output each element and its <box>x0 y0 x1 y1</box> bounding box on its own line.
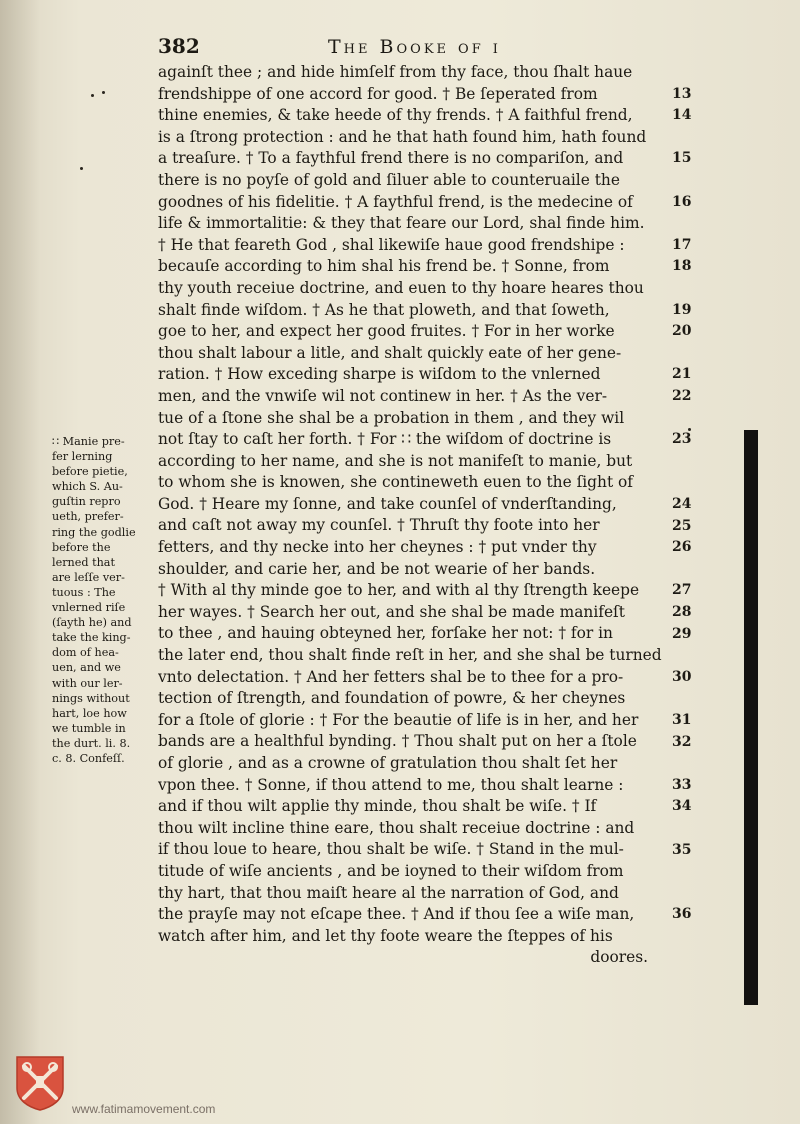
margin-note <box>52 434 156 766</box>
margin-note-line: with our ler- <box>52 676 123 690</box>
text-line: and if thou wilt applie thy minde, thou shalt be wiſe. † If <box>158 797 597 816</box>
margin-note-line: guſtin repro <box>52 495 121 509</box>
text-line: and caſt not away my counſel. † Thruſt thy foote into her <box>158 516 600 535</box>
papal-seal-logo <box>14 1054 66 1112</box>
text-line: ration. † How exceding sharpe is wiſdom to the vnlerned <box>158 365 601 384</box>
verse-number: 34 <box>672 798 692 815</box>
text-line: God. † Heare my ſonne, and take counſel of vnderſtanding, <box>158 494 617 513</box>
margin-note-line: (ſayth he) and <box>52 616 132 630</box>
text-line: tue of a ſtone she shal be a probation in them , and they wil <box>158 408 625 427</box>
text-line: not ſtay to caſt her forth. † For ∷ the wiſdom of doctrine is <box>158 430 612 449</box>
text-line: tection of ſtrength, and foundation of powre, & her cheynes <box>158 689 626 708</box>
text-line: goodnes of his fidelitie. † A faythful frend, is the medecine of <box>158 192 633 211</box>
text-line: if thou loue to heare, thou shalt be wiſe. † Stand in the mul- <box>158 840 624 859</box>
text-line: watch after him, and let thy foote weare the ſteppes of his <box>158 926 613 945</box>
margin-note-line: which S. Au- <box>52 480 123 494</box>
verse-number: 19 <box>672 301 692 318</box>
text-line: the later end, thou shalt finde reſt in her, and she shal be turned <box>158 646 662 665</box>
text-line: becauſe according to him shal his frend be. † Sonne, from <box>158 257 610 276</box>
text-line: her wayes. † Search her out, and she shal be made manifeſt <box>158 602 625 621</box>
text-line: the prayſe may not eſcape thee. † And if thou ſee a wiſe man, <box>158 905 635 924</box>
text-line: † With al thy minde goe to her, and with al thy ſtrength keepe <box>158 581 640 600</box>
ink-speck <box>102 91 105 94</box>
text-line: there is no poyſe of gold and ſiluer able to counteruaile the <box>158 170 620 189</box>
margin-note-line: hart, loe how <box>52 706 127 720</box>
margin-note-line: fer lerning <box>52 450 113 464</box>
margin-note-line: nings without <box>52 691 130 705</box>
text-line: thou shalt labour a litle, and shalt quickly eate of her gene- <box>158 343 622 362</box>
page-header <box>158 34 678 60</box>
verse-number: 30 <box>672 668 692 685</box>
verse-number: 35 <box>672 841 692 858</box>
text-line: vpon thee. † Sonne, if thou attend to me, thou shalt learne : <box>158 775 624 794</box>
verse-number: 18 <box>672 258 692 275</box>
verse-number: 21 <box>672 366 692 383</box>
body-text <box>158 62 668 969</box>
page-number: 382 <box>158 34 200 58</box>
margin-note-line: the durt. li. 8. <box>52 736 131 750</box>
page-gutter-shadow <box>0 0 40 1124</box>
ink-speck <box>80 167 83 170</box>
margin-note-line: we tumble in <box>52 721 126 735</box>
verse-number: 31 <box>672 712 692 728</box>
verse-number: 14 <box>672 107 692 124</box>
verse-number: 32 <box>672 733 692 750</box>
verse-number: 22 <box>672 388 692 404</box>
verse-number: 23 <box>672 431 692 448</box>
text-line: bands are a healthful bynding. † Thou shalt put on her a ſtole <box>158 732 637 751</box>
margin-note-line: vnlerned riſe <box>52 601 126 615</box>
margin-note-line: tuous : The <box>52 585 116 599</box>
text-line: thy youth receiue doctrine, and euen to thy hoare heares thou <box>158 278 644 297</box>
verse-number: 33 <box>672 776 692 793</box>
text-line: of glorie , and as a crowne of gratulation thou shalt ſet her <box>158 754 618 772</box>
text-line: a treaſure. † To a faythful frend there is no compariſon, and <box>158 149 624 168</box>
margin-note-line: c. 8. Confeſſ. <box>52 751 125 765</box>
text-line: men, and the vnwiſe wil not continew in her. † As the ver- <box>158 386 608 405</box>
text-line: is a ſtrong protection : and he that hath found him, hath found <box>158 127 647 146</box>
ink-speck <box>91 94 94 97</box>
text-line: frendshippe of one accord for good. † Be ſeperated from <box>158 84 598 103</box>
verse-number: 36 <box>672 906 692 923</box>
text-line: to whom she is knowen, she contineweth euen to the ſight of <box>158 473 633 492</box>
text-line: shalt finde wiſdom. † As he that ploweth, and that ſoweth, <box>158 300 610 319</box>
verse-number: 29 <box>672 625 692 642</box>
text-line: thou wilt incline thine eare, thou shalt receiue doctrine : and <box>158 818 635 837</box>
margin-note-line: ∷ Manie pre- <box>52 435 125 448</box>
verse-number: 15 <box>672 150 692 167</box>
margin-note-line: ueth, prefer- <box>52 510 124 524</box>
text-line: goe to her, and expect her good fruites. † For in her worke <box>158 322 615 341</box>
margin-note-line: before the <box>52 540 111 554</box>
text-line: titude of wiſe ancients , and be ioyned to their wiſdom from <box>158 861 624 880</box>
margin-note-line: before pietie, <box>52 465 128 479</box>
verse-number: 16 <box>672 193 692 210</box>
verse-number: 13 <box>672 85 692 102</box>
text-line: thine enemies, & take heede of thy frends. † A faithful frend, <box>158 106 633 125</box>
verse-number: 25 <box>672 517 692 534</box>
margin-note-line: dom of hea- <box>52 646 119 660</box>
margin-note-line: take the king- <box>52 631 131 645</box>
footer-url[interactable]: www.fatimamovement.com <box>72 1102 216 1116</box>
text-line: vnto delectation. † And her fetters shal be to thee for a pro- <box>158 667 624 686</box>
text-line: shoulder, and carie her, and be not wearie of her bands. <box>158 559 596 578</box>
text-line: according to her name, and she is not manifeſt to manie, but <box>158 451 633 470</box>
text-line: againſt thee ; and hide himſelf from thy face, thou ſhalt haue <box>158 63 633 81</box>
text-line: for a ſtole of glorie : † For the beautie of life is in her, and her <box>158 710 639 729</box>
vertical-rule <box>744 430 758 1005</box>
text-line: to thee , and hauing obteyned her, forſake her not: † for in <box>158 624 613 643</box>
text-line: life & immortalitie: & they that feare our Lord, shal finde him. <box>158 214 645 233</box>
running-title: The Booke of i <box>328 36 501 58</box>
ink-speck <box>688 428 691 431</box>
verse-number: 26 <box>672 539 692 556</box>
text-line: fetters, and thy necke into her cheynes : † put vnder thy <box>158 538 597 557</box>
margin-note-line: lerned that <box>52 555 115 569</box>
verse-number: 17 <box>672 236 692 253</box>
text-line: doores. <box>590 948 648 967</box>
margin-note-line: uen, and we <box>52 661 121 675</box>
verse-number: 24 <box>672 496 692 512</box>
text-line: † He that feareth God , shal likewiſe haue good frendshipe : <box>158 235 625 254</box>
text-line: thy hart, that thou maiſt heare al the narration of God, and <box>158 883 619 902</box>
verse-number: 20 <box>672 323 692 340</box>
margin-note-line: are leſſe ver- <box>52 570 125 584</box>
verse-number: 27 <box>672 582 692 599</box>
margin-note-line: ring the godlie <box>52 525 136 539</box>
verse-number: 28 <box>672 604 692 620</box>
